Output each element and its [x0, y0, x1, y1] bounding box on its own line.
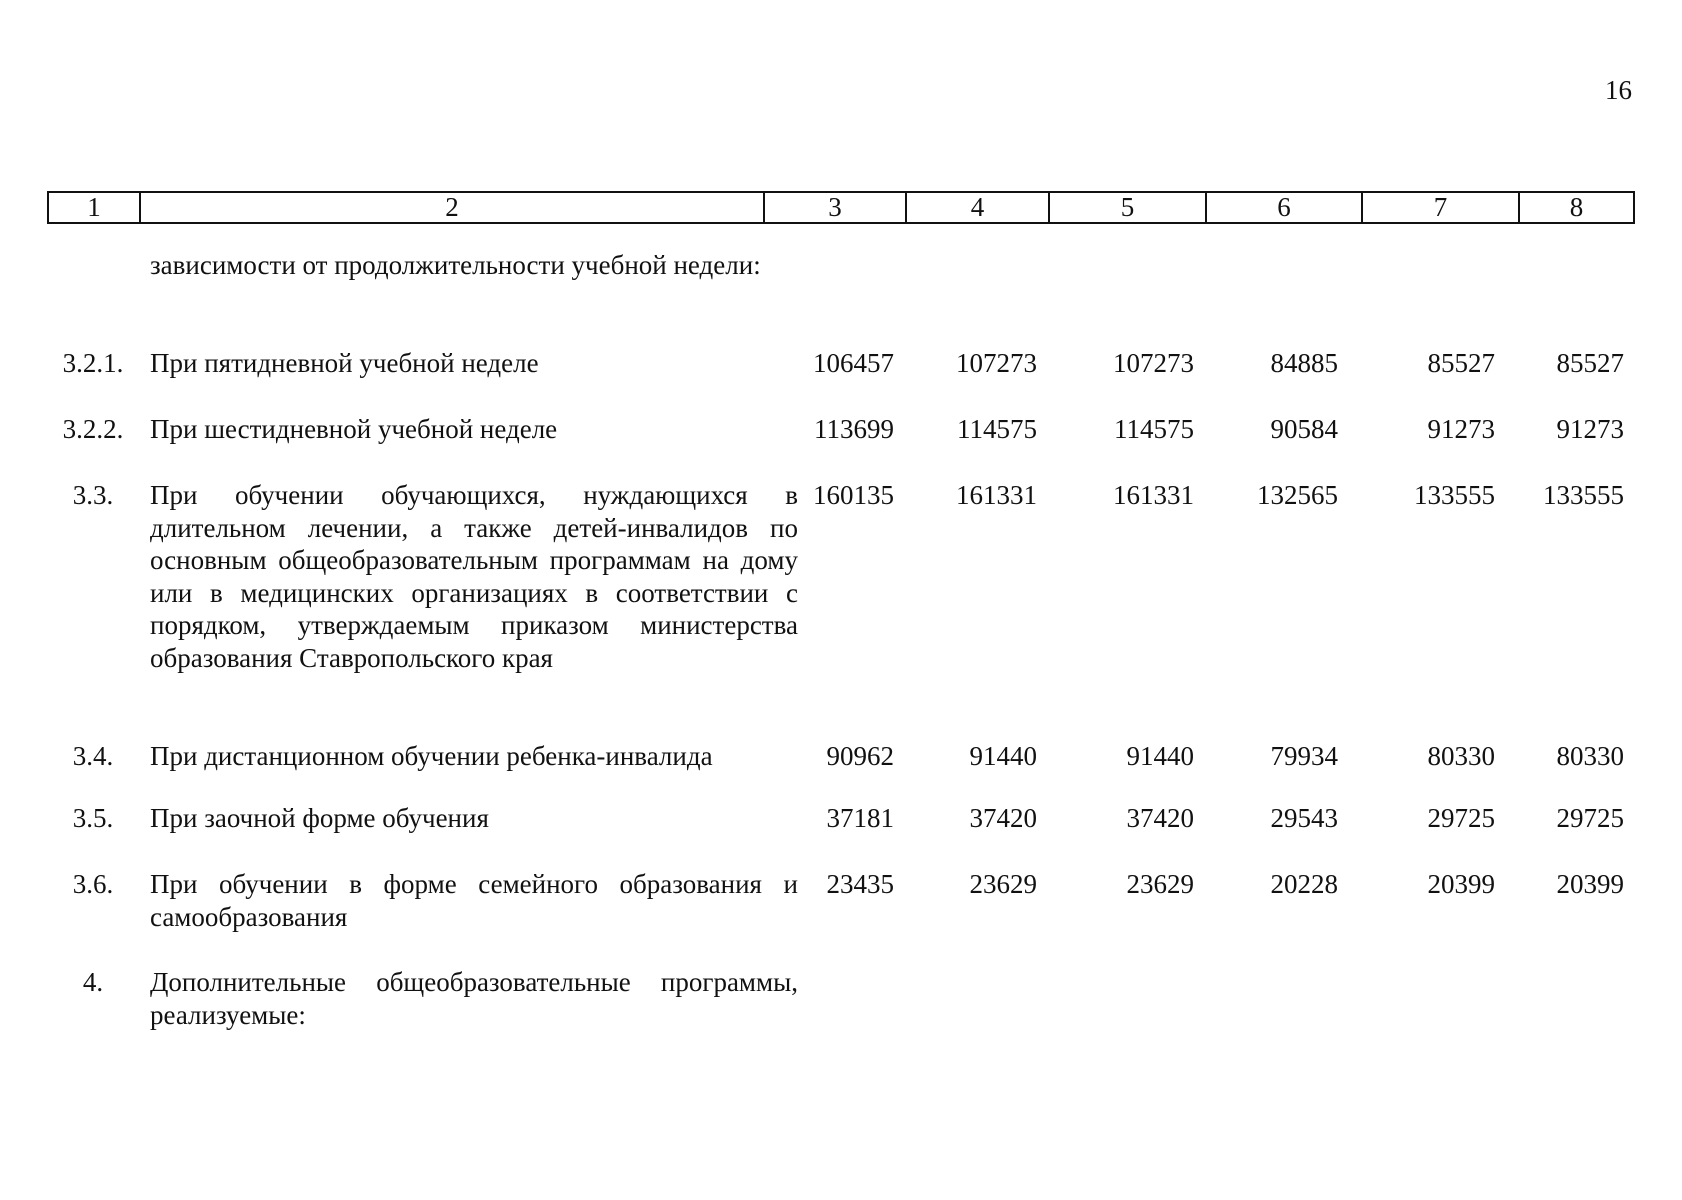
header-col-6: 6 [1206, 192, 1362, 223]
row-text: При обучении в форме семейного образования и самообразования [150, 869, 798, 932]
value-col-4: 107273 [956, 348, 1037, 378]
row-number: 3.4. [72, 741, 114, 771]
value-col-8: 29725 [1556, 803, 1624, 833]
header-col-8: 8 [1519, 192, 1634, 223]
header-col-7: 7 [1362, 192, 1519, 223]
value-col-3: 90962 [826, 741, 894, 771]
value-col-6: 84885 [1270, 348, 1338, 378]
value-col-7: 20399 [1427, 869, 1495, 899]
page-number: 16 [1605, 75, 1632, 105]
value-col-3: 23435 [826, 869, 894, 899]
value-col-7: 29725 [1427, 803, 1495, 833]
value-col-4: 91440 [969, 741, 1037, 771]
row-text: При заочной форме обучения [150, 803, 489, 833]
row-number: 4. [82, 967, 104, 997]
value-col-6: 132565 [1257, 480, 1338, 510]
value-col-8: 91273 [1556, 414, 1624, 444]
value-col-4: 161331 [956, 480, 1037, 510]
value-col-3: 160135 [813, 480, 894, 510]
row-number: 3.6. [72, 869, 114, 899]
row-text: При обучении обучающихся, нуждающихся в длительном лечении, а также детей-инвалидов по основным общеобразовательным программам на дому или в медицинских организациях в соответствии с порядком, утверждаемым приказом министерства образования Ставропольского края [150, 480, 798, 673]
value-col-3: 37181 [826, 803, 894, 833]
value-col-8: 85527 [1556, 348, 1624, 378]
header-col-3: 3 [764, 192, 906, 223]
value-col-7: 133555 [1414, 480, 1495, 510]
header-col-5: 5 [1049, 192, 1206, 223]
header-col-1: 1 [48, 192, 140, 223]
value-col-5: 114575 [1114, 414, 1194, 444]
value-col-8: 133555 [1543, 480, 1624, 510]
value-col-3: 106457 [813, 348, 894, 378]
value-col-4: 114575 [957, 414, 1037, 444]
value-col-8: 80330 [1556, 741, 1624, 771]
value-col-7: 85527 [1427, 348, 1495, 378]
value-col-6: 90584 [1270, 414, 1338, 444]
value-col-5: 91440 [1126, 741, 1194, 771]
value-col-3: 113699 [814, 414, 894, 444]
row-number: 3.2.1. [62, 348, 124, 378]
row-text: При пятидневной учебной неделе [150, 348, 539, 378]
row-text: При дистанционном обучении ребенка-инвалида [150, 741, 713, 771]
row-number: 3.2.2. [62, 414, 124, 444]
column-number-header [47, 191, 1635, 224]
value-col-6: 20228 [1270, 869, 1338, 899]
value-col-5: 23629 [1126, 869, 1194, 899]
row-number: 3.5. [72, 803, 114, 833]
header-col-2: 2 [140, 192, 764, 223]
header-col-4: 4 [906, 192, 1049, 223]
value-col-4: 23629 [969, 869, 1037, 899]
row-number: 3.3. [72, 480, 114, 510]
value-col-4: 37420 [969, 803, 1037, 833]
row-text: При шестидневной учебной неделе [150, 414, 558, 444]
value-col-5: 37420 [1126, 803, 1194, 833]
row-text: Дополнительные общеобразовательные программы, реализуемые: [150, 967, 798, 1030]
value-col-7: 80330 [1427, 741, 1495, 771]
value-col-5: 161331 [1113, 480, 1194, 510]
value-col-8: 20399 [1556, 869, 1624, 899]
value-col-6: 79934 [1270, 741, 1338, 771]
row-text: зависимости от продолжительности учебной недели: [150, 250, 761, 280]
value-col-6: 29543 [1270, 803, 1338, 833]
value-col-5: 107273 [1113, 348, 1194, 378]
value-col-7: 91273 [1427, 414, 1495, 444]
